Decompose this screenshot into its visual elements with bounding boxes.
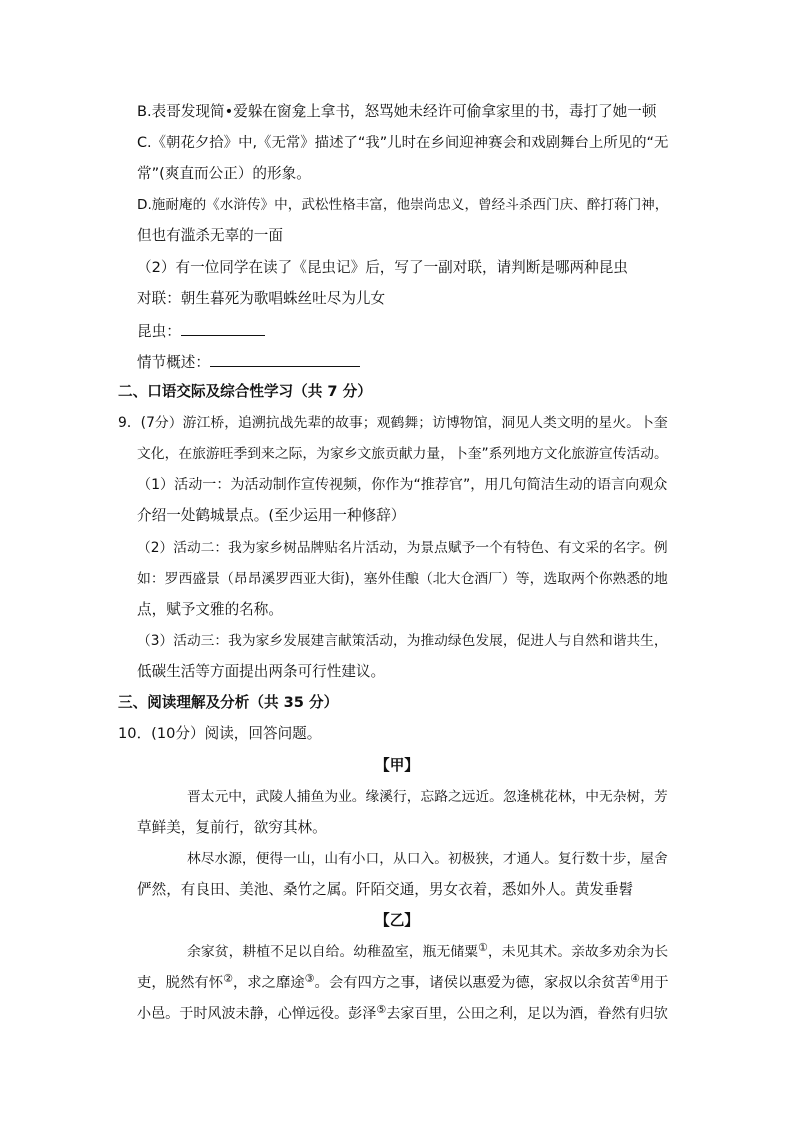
yi-line1-text-a: 余家贫，耕植不足以自给。幼稚盈室，瓶无储粟 — [187, 944, 479, 960]
q9-activity1-line2: 介绍一处鹤城景点。(至少运用一种修辞） — [137, 507, 406, 524]
q8-subquestion-2: （2）有一位同学在读了《昆虫记》后，写了一副对联，请判断是哪两种昆虫 — [137, 259, 628, 276]
passage-jia-title: 【甲】 — [375, 757, 419, 774]
yi-line2-text-a: 吏，脱然有怀 — [137, 975, 224, 991]
insect-answer-blank[interactable] — [181, 320, 265, 336]
yi-line2 — [137, 973, 669, 993]
yi-line2-text-c: 。会有四方之事，诸侯以惠爱为德，家叔以余贫苦 — [314, 975, 631, 991]
q9-activity3-line2: 低碳生活等方面提出两条可行性建议。 — [137, 663, 386, 680]
plot-answer-blank[interactable] — [210, 351, 360, 367]
jia-para1-line2: 草鲜美，复前行，欲穷其林。 — [137, 819, 327, 836]
section-3-heading: 三、阅读理解及分析（共 35 分） — [118, 694, 339, 711]
yi-line1 — [187, 942, 668, 962]
passage-yi-title: 【乙】 — [375, 912, 419, 929]
q9-activity3-line1: （3）活动三：我为家乡发展建言献策活动，为推动绿色发展，促进人与自然和谐共生， — [137, 633, 668, 649]
insect-label: 昆虫： — [137, 323, 181, 340]
q9-line1: 9．(7分）游江桥，追溯抗战先辈的故事；观鹤舞；访博物馆，洞见人类文明的星火。卜奎 — [118, 415, 668, 431]
footnote-marker-4: ④ — [630, 972, 640, 985]
jia-para2-line2: 俨然，有良田、美池、桑竹之属。阡陌交通，男女衣着，悉如外人。黄发垂髫 — [137, 881, 634, 898]
footnote-marker-5: ⑤ — [376, 1003, 387, 1016]
q9-activity2-line1: （2）活动二：我为家乡树品牌贴名片活动，为景点赋予一个有特色、有文采的名字。例 — [137, 540, 668, 556]
yi-line3-text-a: 小邑。于时风波未静，心惮远役。彭泽 — [137, 1006, 377, 1022]
q8-plot-row — [137, 351, 360, 373]
footnote-marker-2: ② — [223, 972, 233, 985]
jia-para1-line1: 晋太元中，武陵人捕鱼为业。缘溪行，忘路之远近。忽逢桃花林，中无杂树，芳 — [187, 789, 668, 805]
yi-line3 — [137, 1004, 668, 1024]
q9-activity2-line3: 点，赋予文雅的名称。 — [137, 601, 283, 618]
jia-para2-line1: 林尽水源，便得一山，山有小口，从口入。初极狭，才通人。复行数十步，屋舍 — [187, 851, 668, 867]
yi-line2-text-b: ，求之靡途 — [232, 975, 305, 991]
q8-option-b: B.表哥发现简•爱躲在窗龛上拿书，怒骂她未经许可偷拿家里的书，毒打了她一顿 — [137, 103, 657, 120]
plot-label: 情节概述： — [137, 354, 210, 371]
q8-option-c-line1: C.《朝花夕拾》中,《无常》描述了“我”儿时在乡间迎神赛会和戏剧舞台上所见的“无 — [137, 135, 669, 151]
section-2-heading: 二、口语交际及综合性学习（共 7 分） — [118, 383, 372, 400]
q8-option-d-line2: 但也有滥杀无辜的一面 — [137, 227, 283, 244]
q8-couplet: 对联：朝生暮死为歌唱蛛丝吐尽为儿女 — [137, 290, 386, 307]
q9-activity2-line2: 如：罗西盛景（昂昂溪罗西亚大街)，塞外佳酿（北大仓酒厂）等，选取两个你熟悉的地 — [137, 571, 668, 587]
yi-line1-text-b: ，未见其术。亲故多劝余为长 — [487, 944, 669, 960]
q9-activity1-line1: （1）活动一：为活动制作宣传视频，你作为“推荐官”，用几句简洁生动的语言向观众 — [137, 477, 668, 493]
q8-insect-row — [137, 320, 265, 342]
footnote-marker-1: ① — [478, 941, 488, 954]
yi-line2-text-d: 用于 — [639, 975, 669, 991]
q8-option-d-line1: D.施耐庵的《水浒传》中，武松性格丰富，他崇尚忠义，曾经斗杀西门庆、醉打蒋门神， — [137, 197, 669, 213]
footnote-marker-3: ③ — [304, 972, 315, 985]
yi-line3-text-b: 去家百里，公田之利，足以为酒，眷然有归欤 — [386, 1006, 668, 1022]
q10-intro: 10．(10分）阅读，回答问题。 — [118, 725, 322, 742]
q8-option-c-line2: 常”(爽直而公正）的形象。 — [137, 165, 311, 182]
q9-line2: 文化，在旅游旺季到来之际，为家乡文旅贡献力量，卜奎”系列地方文化旅游宣传活动。 — [137, 446, 668, 462]
